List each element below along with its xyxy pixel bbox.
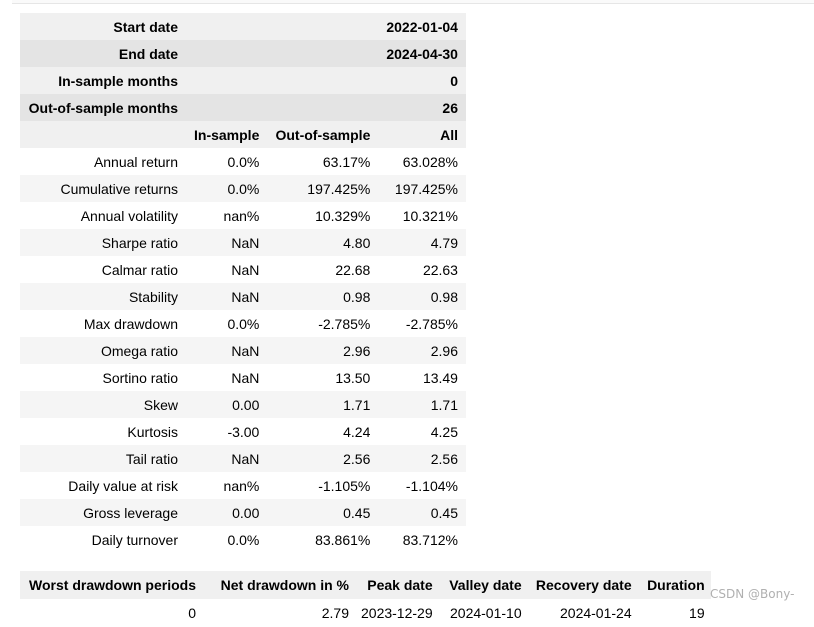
watermark-text: CSDN @Bony- [710, 587, 795, 601]
metric-all: 13.49 [422, 369, 458, 386]
drawdown-header: Recovery date [535, 577, 632, 593]
metric-name: Gross leverage [83, 504, 178, 521]
metric-out-of-sample: 0.98 [343, 288, 371, 305]
summary-value: 2024-04-30 [386, 45, 458, 62]
metric-in-sample: -3.00 [227, 423, 260, 440]
metric-row [20, 310, 466, 337]
metric-out-of-sample: 10.329% [315, 207, 371, 224]
performance-stats-table [20, 13, 466, 553]
drawdown-duration: 19 [689, 605, 705, 621]
drawdown-peak-date: 2023-12-29 [361, 605, 433, 621]
metric-row [20, 202, 466, 229]
drawdown-net: 2.79 [321, 605, 349, 621]
metric-all: 83.712% [402, 531, 458, 548]
metric-all: 2.96 [430, 342, 458, 359]
metric-in-sample: NaN [231, 450, 260, 467]
metric-out-of-sample: 22.68 [335, 261, 371, 278]
metric-name: Max drawdown [83, 315, 178, 332]
metric-all: 2.56 [430, 450, 458, 467]
summary-label: Out-of-sample months [28, 99, 178, 116]
drawdown-index: 0 [188, 605, 196, 621]
metric-name: Annual return [93, 153, 178, 170]
column-header-row [20, 121, 466, 148]
metric-out-of-sample: 197.425% [307, 180, 371, 197]
metric-row [20, 526, 466, 553]
summary-value: 0 [450, 72, 458, 89]
metric-in-sample: NaN [231, 369, 260, 386]
summary-label: Start date [113, 18, 178, 35]
metric-in-sample: 0.00 [232, 396, 260, 413]
metric-in-sample: NaN [231, 342, 260, 359]
metric-row [20, 229, 466, 256]
metric-out-of-sample: -2.785% [318, 315, 371, 332]
drawdown-header: Worst drawdown periods [29, 577, 196, 593]
metric-name: Kurtosis [127, 423, 178, 440]
metric-row [20, 283, 466, 310]
metric-in-sample: 0.00 [232, 504, 260, 521]
metric-name: Skew [143, 396, 178, 413]
metric-name: Calmar ratio [101, 261, 178, 278]
metric-all: 0.45 [430, 504, 458, 521]
column-header [20, 121, 186, 148]
drawdown-header-row [20, 571, 711, 599]
metric-out-of-sample: 2.56 [343, 450, 371, 467]
metric-out-of-sample: 4.24 [343, 423, 371, 440]
metric-in-sample: NaN [231, 234, 260, 251]
metric-all: -1.104% [405, 477, 458, 494]
column-header: In-sample [194, 126, 260, 143]
metric-row [20, 175, 466, 202]
summary-label: End date [118, 45, 178, 62]
metric-in-sample: 0.0% [227, 531, 260, 548]
summary-row [20, 67, 466, 94]
metric-out-of-sample: 2.96 [343, 342, 371, 359]
column-header: All [440, 126, 458, 143]
metric-row [20, 148, 466, 175]
summary-label: In-sample months [58, 72, 178, 89]
metric-row [20, 364, 466, 391]
metric-name: Daily value at risk [68, 477, 178, 494]
metric-all: -2.785% [405, 315, 458, 332]
metric-row [20, 445, 466, 472]
metric-all: 63.028% [402, 153, 458, 170]
metric-all: 10.321% [402, 207, 458, 224]
metric-name: Cumulative returns [60, 180, 178, 197]
metric-out-of-sample: 83.861% [315, 531, 371, 548]
summary-value: 26 [442, 99, 458, 116]
column-header: Out-of-sample [275, 126, 371, 143]
metric-in-sample: 0.0% [227, 315, 260, 332]
drawdown-header: Net drawdown in % [220, 577, 349, 593]
metric-all: 4.25 [430, 423, 458, 440]
metric-all: 0.98 [430, 288, 458, 305]
metric-name: Tail ratio [125, 450, 178, 467]
metric-all: 4.79 [430, 234, 458, 251]
metric-row [20, 472, 466, 499]
metric-name: Daily turnover [91, 531, 178, 548]
metric-in-sample: 0.0% [227, 153, 260, 170]
summary-row [20, 94, 466, 121]
metric-out-of-sample: 13.50 [335, 369, 371, 386]
metric-out-of-sample: 1.71 [343, 396, 371, 413]
metric-out-of-sample: 4.80 [343, 234, 371, 251]
metric-row [20, 499, 466, 526]
worst-drawdown-table [20, 571, 711, 627]
metric-name: Omega ratio [100, 342, 178, 359]
metric-row [20, 256, 466, 283]
drawdown-recovery-date: 2024-01-24 [560, 605, 632, 621]
summary-row [20, 13, 466, 40]
top-divider [12, 0, 814, 4]
summary-value: 2022-01-04 [386, 18, 458, 35]
metric-name: Annual volatility [80, 207, 178, 224]
metric-out-of-sample: 63.17% [322, 153, 371, 170]
metric-in-sample: nan% [223, 207, 260, 224]
drawdown-valley-date: 2024-01-10 [450, 605, 522, 621]
metric-in-sample: 0.0% [227, 180, 260, 197]
metric-all: 1.71 [430, 396, 458, 413]
metric-all: 22.63 [422, 261, 458, 278]
drawdown-header: Duration [647, 577, 705, 593]
drawdown-row [20, 599, 711, 627]
drawdown-header: Peak date [367, 577, 433, 593]
metric-in-sample: NaN [231, 261, 260, 278]
metric-out-of-sample: -1.105% [318, 477, 371, 494]
metric-row [20, 391, 466, 418]
metric-name: Stability [128, 288, 178, 305]
metric-out-of-sample: 0.45 [343, 504, 371, 521]
metric-name: Sortino ratio [102, 369, 178, 386]
metric-all: 197.425% [394, 180, 458, 197]
metric-row [20, 418, 466, 445]
metric-row [20, 337, 466, 364]
metric-name: Sharpe ratio [101, 234, 178, 251]
drawdown-header: Valley date [449, 577, 522, 593]
metric-in-sample: NaN [231, 288, 260, 305]
summary-row [20, 40, 466, 67]
metric-in-sample: nan% [223, 477, 260, 494]
